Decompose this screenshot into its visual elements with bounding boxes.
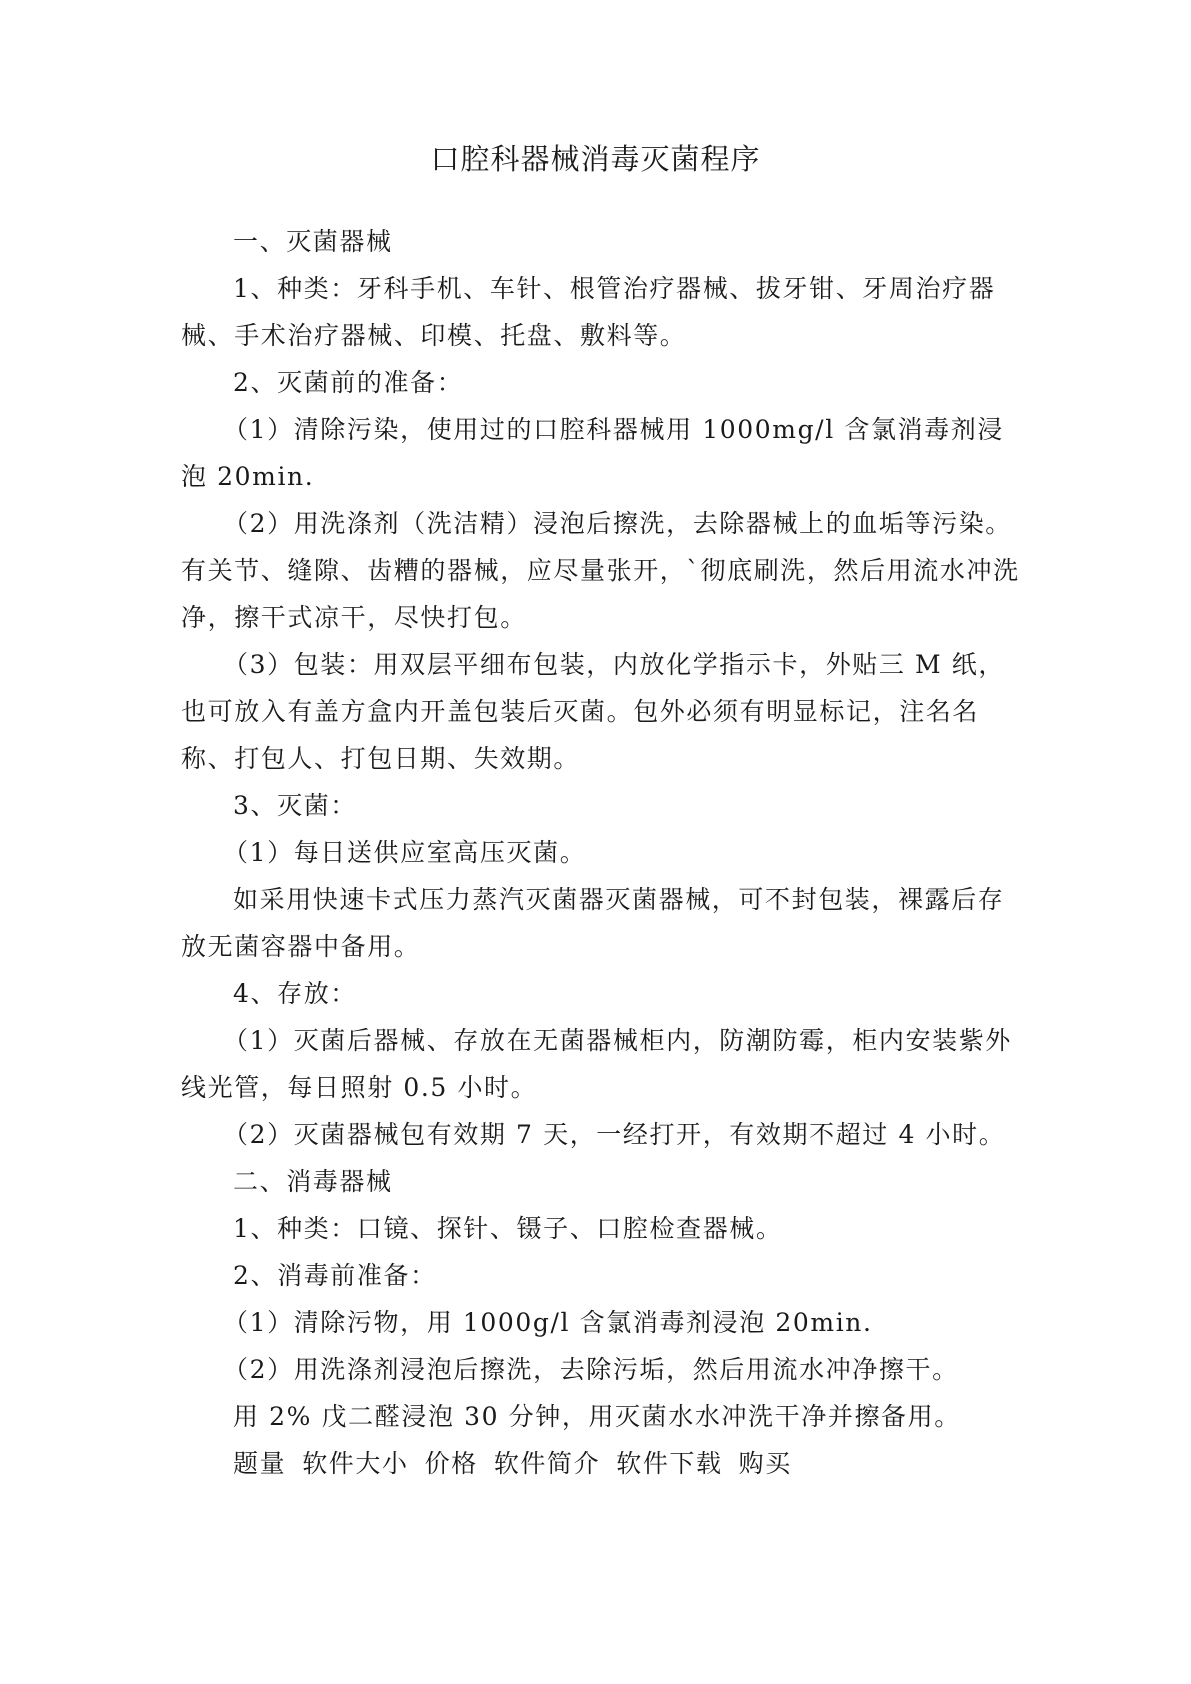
footer-links [181, 1440, 1021, 1487]
paragraph: 一、灭菌器械 [233, 227, 393, 256]
paragraph: 2、消毒前准备： [233, 1261, 437, 1290]
paragraph: （1）清除污物，用 1000g/l 含氯消毒剂浸泡 20min. [223, 1308, 873, 1337]
paragraph: 用 2% 戊二醛浸泡 30 分钟，用灭菌水水冲洗干净并擦备用。 [233, 1402, 961, 1431]
paragraph: 3、灭菌： [233, 791, 357, 820]
document-body [181, 218, 1021, 1487]
paragraph: 1、种类：口镜、探针、镊子、口腔检查器械。 [233, 1214, 783, 1243]
paragraph: （2）用洗涤剂浸泡后擦洗，去除污垢，然后用流水冲净擦干。 [223, 1355, 959, 1384]
paragraph: （1）灭菌后器械、存放在无菌器械柜内，防潮防霉，柜内安装紫外线光管，每日照射 0.5 小时。 [181, 1026, 1012, 1102]
paragraph: （2）灭菌器械包有效期 7 天，一经打开，有效期不超过 4 小时。 [223, 1120, 1006, 1149]
document-title: 口腔科器械消毒灭菌程序 [430, 142, 761, 176]
paragraph: （1）每日送供应室高压灭菌。 [223, 838, 587, 867]
paragraph: 如采用快速卡式压力蒸汽灭菌器灭菌器械，可不封包装，裸露后存放无菌容器中备用。 [181, 885, 1005, 961]
paragraph: （3）包装：用双层平细布包装，内放化学指示卡，外贴三 M 纸，也可放入有盖方盒内开盖包装后灭菌。包外必须有明显标记，注名名称、打包人、打包日期、失效期。 [181, 650, 1005, 773]
paragraph: （2）用洗涤剂（洗洁精）浸泡后擦洗，去除器械上的血垢等污染。有关节、缝隙、齿糟的器械，应尽量张开，`彻底刷洗，然后用流水冲洗净，擦干式凉干，尽快打包。 [181, 509, 1020, 632]
footer-link-buy[interactable]: 购买 [738, 1449, 792, 1478]
footer-link-price[interactable]: 价格 [424, 1449, 478, 1478]
footer-link-question-count[interactable]: 题量 [233, 1449, 287, 1478]
footer-link-software-size[interactable]: 软件大小 [302, 1449, 409, 1478]
paragraph: （1）清除污染，使用过的口腔科器械用 1000mg/l 含氯消毒剂浸泡 20min. [181, 415, 1004, 491]
paragraph: 二、消毒器械 [233, 1167, 393, 1196]
footer-link-software-download[interactable]: 软件下载 [616, 1449, 723, 1478]
paragraph: 2、灭菌前的准备： [233, 368, 464, 397]
paragraph: 4、存放： [233, 979, 357, 1008]
paragraph: 1、种类：牙科手机、车针、根管治疗器械、拔牙钳、牙周治疗器械、手术治疗器械、印模、托盘、敷料等。 [181, 274, 996, 350]
footer-link-software-intro[interactable]: 软件简介 [493, 1449, 601, 1478]
